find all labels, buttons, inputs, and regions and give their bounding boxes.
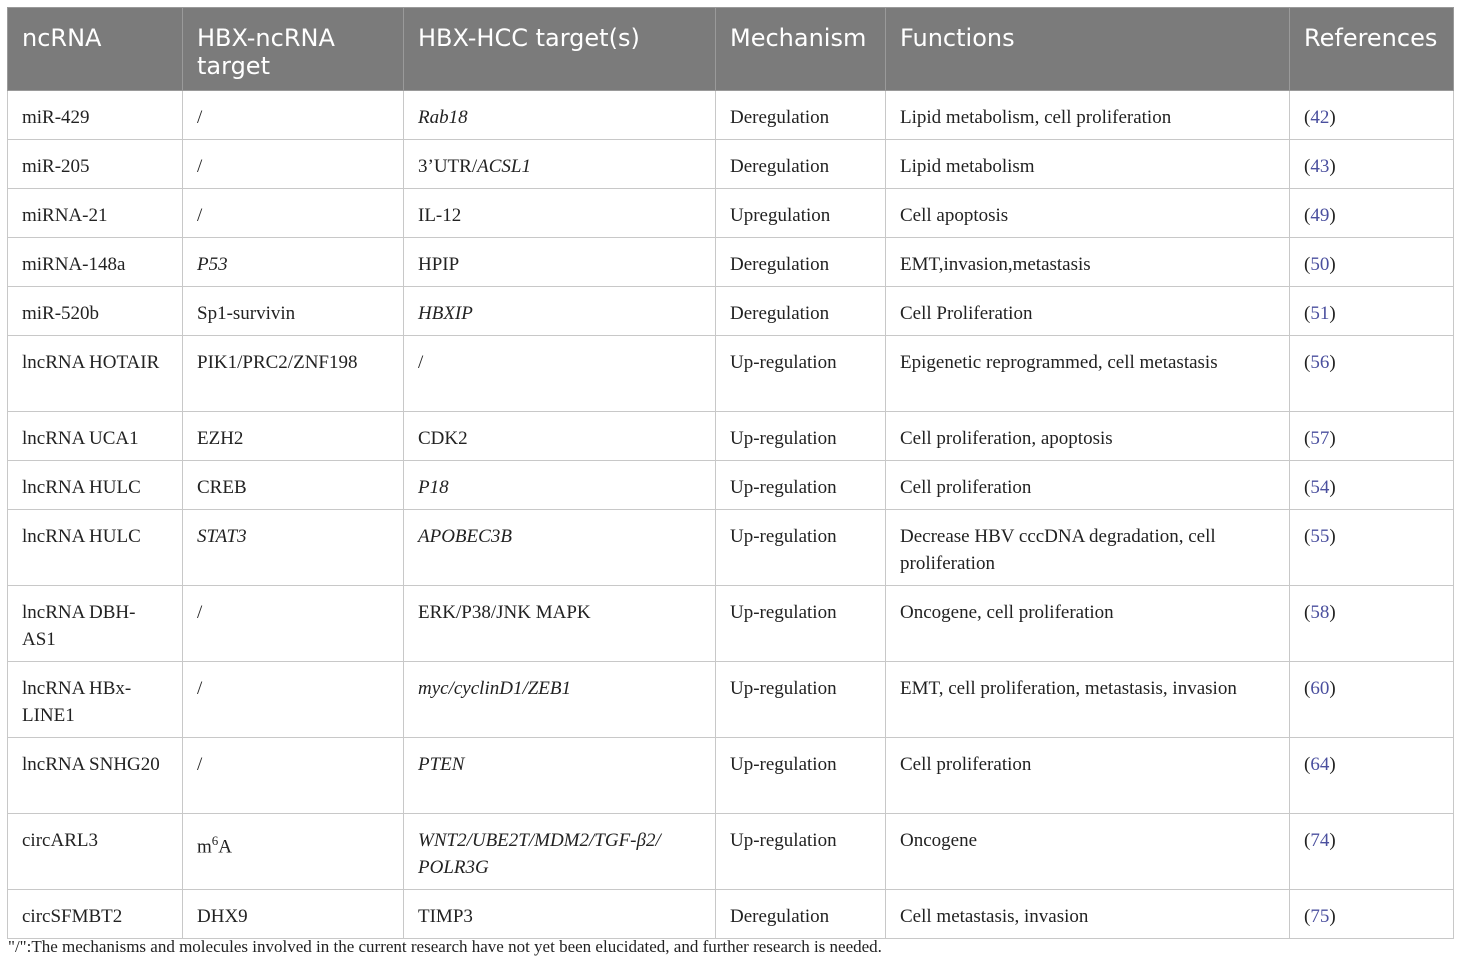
table-row bbox=[8, 662, 1454, 738]
table-row bbox=[8, 238, 1454, 287]
reference-link[interactable]: 55 bbox=[1310, 526, 1330, 547]
cell-ncrna-target: EZH2 bbox=[183, 412, 404, 461]
reference-link[interactable]: 42 bbox=[1310, 107, 1330, 128]
cell-hcc-target: APOBEC3B bbox=[404, 510, 716, 586]
header-functions: Functions bbox=[886, 8, 1290, 91]
cell-hcc-target: HBXIP bbox=[404, 287, 716, 336]
cell-ncrna-target: / bbox=[183, 140, 404, 189]
reference-link[interactable]: 57 bbox=[1310, 428, 1330, 449]
ncrna-target-superscript: 6 bbox=[211, 833, 219, 848]
reference-link[interactable]: 51 bbox=[1310, 303, 1330, 324]
cell-ncrna: circARL3 bbox=[8, 814, 183, 890]
cell-ncrna: miRNA-21 bbox=[8, 189, 183, 238]
cell-references: (60) bbox=[1290, 662, 1454, 738]
reference-link[interactable]: 60 bbox=[1310, 678, 1330, 699]
table-row bbox=[8, 287, 1454, 336]
cell-references: (50) bbox=[1290, 238, 1454, 287]
cell-ncrna: miRNA-148a bbox=[8, 238, 183, 287]
cell-functions: Epigenetic reprogrammed, cell metastasis bbox=[886, 336, 1290, 412]
cell-ncrna: lncRNA HOTAIR bbox=[8, 336, 183, 412]
cell-hcc-target: CDK2 bbox=[404, 412, 716, 461]
cell-mechanism: Deregulation bbox=[716, 238, 886, 287]
cell-ncrna-target: PIK1/PRC2/ZNF198 bbox=[183, 336, 404, 412]
reference-link[interactable]: 56 bbox=[1310, 352, 1330, 373]
table-row bbox=[8, 336, 1454, 412]
ncrna-target-suffix: A bbox=[218, 836, 233, 858]
cell-mechanism: Up-regulation bbox=[716, 510, 886, 586]
header-hbx-ncrna-target: HBX-ncRNA target bbox=[183, 8, 404, 91]
cell-mechanism: Up-regulation bbox=[716, 461, 886, 510]
header-ncrna: ncRNA bbox=[8, 8, 183, 91]
cell-references: (75) bbox=[1290, 890, 1454, 939]
reference-link[interactable]: 58 bbox=[1310, 602, 1330, 623]
cell-ncrna-target: CREB bbox=[183, 461, 404, 510]
header-mechanism: Mechanism bbox=[716, 8, 886, 91]
reference-link[interactable]: 50 bbox=[1310, 254, 1330, 275]
cell-functions: Oncogene, cell proliferation bbox=[886, 586, 1290, 662]
cell-ncrna-target bbox=[183, 814, 404, 890]
table-row bbox=[8, 461, 1454, 510]
cell-functions: Cell metastasis, invasion bbox=[886, 890, 1290, 939]
cell-ncrna: lncRNA HULC bbox=[8, 510, 183, 586]
header-hbx-hcc-targets: HBX-HCC target(s) bbox=[404, 8, 716, 91]
cell-ncrna-target: DHX9 bbox=[183, 890, 404, 939]
table-container bbox=[7, 7, 1453, 939]
cell-functions: Lipid metabolism, cell proliferation bbox=[886, 91, 1290, 140]
cell-functions: Cell proliferation, apoptosis bbox=[886, 412, 1290, 461]
cell-mechanism: Deregulation bbox=[716, 91, 886, 140]
table-row bbox=[8, 738, 1454, 814]
cell-hcc-target: HPIP bbox=[404, 238, 716, 287]
cell-references: (51) bbox=[1290, 287, 1454, 336]
cell-hcc-target: PTEN bbox=[404, 738, 716, 814]
cell-ncrna-target: Sp1-survivin bbox=[183, 287, 404, 336]
cell-references: (56) bbox=[1290, 336, 1454, 412]
cell-mechanism: Deregulation bbox=[716, 890, 886, 939]
cell-functions: EMT, cell proliferation, metastasis, invasion bbox=[886, 662, 1290, 738]
cell-functions: Cell proliferation bbox=[886, 461, 1290, 510]
cell-hcc-target: TIMP3 bbox=[404, 890, 716, 939]
cell-references: (74) bbox=[1290, 814, 1454, 890]
cell-references: (43) bbox=[1290, 140, 1454, 189]
footnote: "/":The mechanisms and molecules involved in the current research have not yet been elucidated, and further research is needed. bbox=[8, 937, 882, 956]
hcc-target-gene: ACSL1 bbox=[477, 156, 531, 177]
cell-functions: Oncogene bbox=[886, 814, 1290, 890]
cell-hcc-target: Rab18 bbox=[404, 91, 716, 140]
cell-functions: Cell proliferation bbox=[886, 738, 1290, 814]
reference-link[interactable]: 43 bbox=[1310, 156, 1330, 177]
table-row bbox=[8, 140, 1454, 189]
cell-mechanism: Up-regulation bbox=[716, 814, 886, 890]
cell-hcc-target: ERK/P38/JNK MAPK bbox=[404, 586, 716, 662]
table-body bbox=[8, 91, 1454, 939]
cell-mechanism: Upregulation bbox=[716, 189, 886, 238]
cell-mechanism: Up-regulation bbox=[716, 586, 886, 662]
cell-ncrna-target: STAT3 bbox=[183, 510, 404, 586]
header-references: References bbox=[1290, 8, 1454, 91]
cell-ncrna: lncRNA HULC bbox=[8, 461, 183, 510]
cell-mechanism: Up-regulation bbox=[716, 412, 886, 461]
table-row bbox=[8, 510, 1454, 586]
cell-functions: Lipid metabolism bbox=[886, 140, 1290, 189]
cell-ncrna: lncRNA UCA1 bbox=[8, 412, 183, 461]
cell-ncrna-target: / bbox=[183, 738, 404, 814]
cell-ncrna-target: / bbox=[183, 91, 404, 140]
table-row bbox=[8, 91, 1454, 140]
cell-ncrna: miR-520b bbox=[8, 287, 183, 336]
reference-link[interactable]: 54 bbox=[1310, 477, 1330, 498]
cell-ncrna: lncRNA HBx-LINE1 bbox=[8, 662, 183, 738]
cell-references: (49) bbox=[1290, 189, 1454, 238]
cell-references: (58) bbox=[1290, 586, 1454, 662]
cell-hcc-target: IL-12 bbox=[404, 189, 716, 238]
cell-references: (57) bbox=[1290, 412, 1454, 461]
header-row bbox=[8, 8, 1454, 91]
cell-ncrna-target: P53 bbox=[183, 238, 404, 287]
cell-mechanism: Deregulation bbox=[716, 140, 886, 189]
cell-mechanism: Deregulation bbox=[716, 287, 886, 336]
cell-references: (64) bbox=[1290, 738, 1454, 814]
cell-references: (42) bbox=[1290, 91, 1454, 140]
table-row bbox=[8, 189, 1454, 238]
cell-mechanism: Up-regulation bbox=[716, 336, 886, 412]
cell-hcc-target: myc/cyclinD1/ZEB1 bbox=[404, 662, 716, 738]
cell-ncrna-target: / bbox=[183, 189, 404, 238]
reference-link[interactable]: 75 bbox=[1310, 906, 1330, 927]
cell-ncrna: miR-429 bbox=[8, 91, 183, 140]
cell-functions: EMT,invasion,metastasis bbox=[886, 238, 1290, 287]
table-row bbox=[8, 586, 1454, 662]
cell-ncrna: lncRNA SNHG20 bbox=[8, 738, 183, 814]
cell-functions: Cell Proliferation bbox=[886, 287, 1290, 336]
cell-hcc-target bbox=[404, 140, 716, 189]
hcc-target-prefix: 3’UTR/ bbox=[418, 156, 478, 177]
cell-mechanism: Up-regulation bbox=[716, 738, 886, 814]
ncrna-target-base: m bbox=[197, 836, 212, 858]
cell-hcc-target: WNT2/UBE2T/MDM2/TGF-β2/ POLR3G bbox=[404, 814, 716, 890]
ncrna-table bbox=[7, 7, 1454, 939]
cell-functions: Cell apoptosis bbox=[886, 189, 1290, 238]
cell-ncrna-target: / bbox=[183, 586, 404, 662]
table-row bbox=[8, 412, 1454, 461]
cell-ncrna: lncRNA DBH-AS1 bbox=[8, 586, 183, 662]
table-row bbox=[8, 814, 1454, 890]
cell-hcc-target: / bbox=[404, 336, 716, 412]
reference-link[interactable]: 74 bbox=[1310, 830, 1330, 851]
cell-mechanism: Up-regulation bbox=[716, 662, 886, 738]
cell-references: (55) bbox=[1290, 510, 1454, 586]
cell-hcc-target: P18 bbox=[404, 461, 716, 510]
table-row bbox=[8, 890, 1454, 939]
cell-functions: Decrease HBV cccDNA degradation, cell proliferation bbox=[886, 510, 1290, 586]
cell-ncrna-target: / bbox=[183, 662, 404, 738]
reference-link[interactable]: 64 bbox=[1310, 754, 1330, 775]
cell-ncrna: miR-205 bbox=[8, 140, 183, 189]
reference-link[interactable]: 49 bbox=[1310, 205, 1330, 226]
cell-references: (54) bbox=[1290, 461, 1454, 510]
cell-ncrna: circSFMBT2 bbox=[8, 890, 183, 939]
